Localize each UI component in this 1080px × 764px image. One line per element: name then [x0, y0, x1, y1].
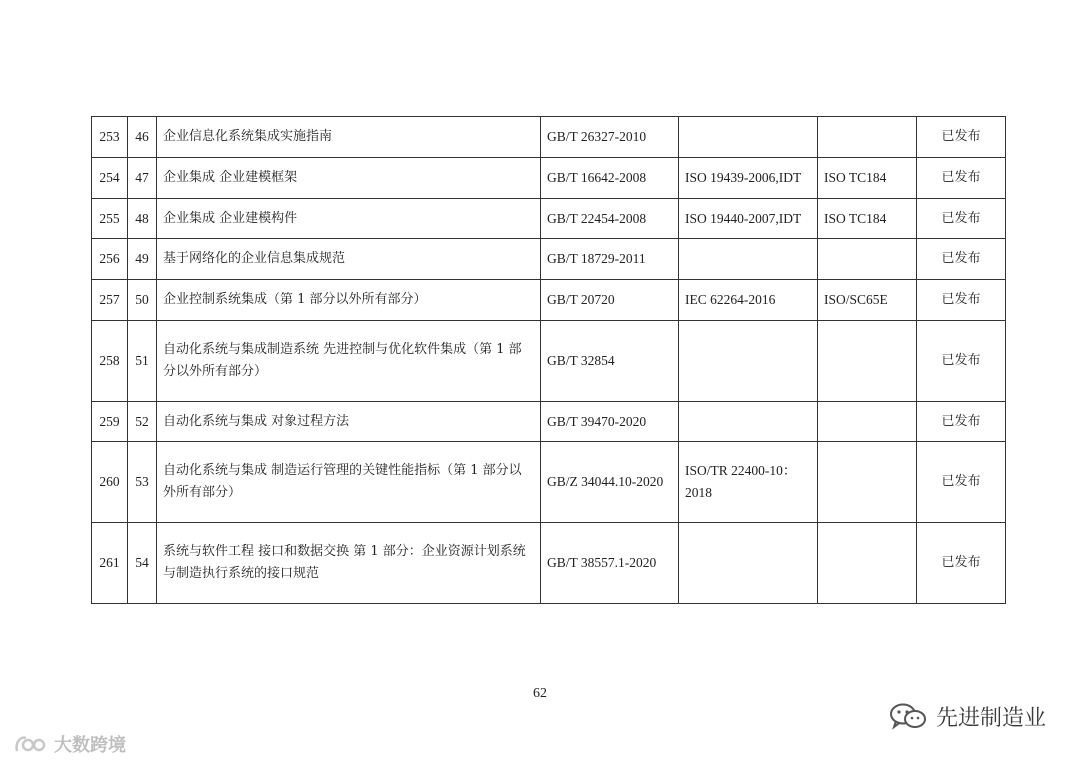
watermark-left-text: 大数跨境	[54, 735, 126, 756]
cell-standard-number: GB/Z 34044.10-2020	[541, 442, 679, 523]
cell-name: 企业信息化系统集成实施指南	[157, 117, 541, 158]
table-row	[92, 523, 1006, 604]
cell-status: 已发布	[917, 523, 1006, 604]
cell-committee	[818, 402, 917, 442]
cell-no: 48	[128, 199, 157, 239]
cell-no: 54	[128, 523, 157, 604]
cell-committee: ISO TC184	[818, 199, 917, 239]
cell-standard-number: GB/T 20720	[541, 280, 679, 321]
cell-name: 自动化系统与集成 制造运行管理的关键性能指标（第 1 部分以外所有部分）	[157, 442, 541, 523]
cell-committee	[818, 523, 917, 604]
brand-logo-icon	[14, 733, 48, 755]
cell-no: 49	[128, 239, 157, 280]
cell-name: 企业集成 企业建模框架	[157, 158, 541, 199]
cell-name: 企业集成 企业建模构件	[157, 199, 541, 239]
watermark-left	[14, 731, 126, 757]
cell-name: 自动化系统与集成 对象过程方法	[157, 402, 541, 442]
cell-seq: 259	[92, 402, 128, 442]
cell-status: 已发布	[917, 280, 1006, 321]
standards-table	[91, 116, 1006, 604]
table-row	[92, 117, 1006, 158]
cell-no: 53	[128, 442, 157, 523]
cell-name: 企业控制系统集成（第 1 部分以外所有部分）	[157, 280, 541, 321]
cell-no: 47	[128, 158, 157, 199]
cell-status: 已发布	[917, 239, 1006, 280]
cell-standard-number: GB/T 18729-2011	[541, 239, 679, 280]
cell-status: 已发布	[917, 158, 1006, 199]
cell-status: 已发布	[917, 402, 1006, 442]
cell-adopted-standard	[679, 321, 818, 402]
cell-no: 52	[128, 402, 157, 442]
cell-committee	[818, 442, 917, 523]
cell-committee: ISO TC184	[818, 158, 917, 199]
page-number: 62	[533, 686, 547, 701]
cell-adopted-standard: ISO/TR 22400-10：2018	[679, 442, 818, 523]
wechat-icon	[888, 701, 928, 731]
cell-status: 已发布	[917, 199, 1006, 239]
cell-name: 自动化系统与集成制造系统 先进控制与优化软件集成（第 1 部分以外所有部分）	[157, 321, 541, 402]
table-row	[92, 280, 1006, 321]
table-row	[92, 158, 1006, 199]
cell-standard-number: GB/T 16642-2008	[541, 158, 679, 199]
cell-seq: 253	[92, 117, 128, 158]
cell-name: 系统与软件工程 接口和数据交换 第 1 部分：企业资源计划系统与制造执行系统的接口规范	[157, 523, 541, 604]
cell-status: 已发布	[917, 442, 1006, 523]
cell-seq: 260	[92, 442, 128, 523]
table-row	[92, 199, 1006, 239]
cell-committee: ISO/SC65E	[818, 280, 917, 321]
cell-standard-number: GB/T 32854	[541, 321, 679, 402]
table-row	[92, 442, 1006, 523]
cell-seq: 258	[92, 321, 128, 402]
cell-standard-number: GB/T 26327-2010	[541, 117, 679, 158]
cell-standard-number: GB/T 39470-2020	[541, 402, 679, 442]
cell-standard-number: GB/T 22454-2008	[541, 199, 679, 239]
cell-status: 已发布	[917, 117, 1006, 158]
watermark-right-text: 先进制造业	[935, 705, 1046, 731]
cell-adopted-standard: ISO 19439-2006,IDT	[679, 158, 818, 199]
cell-no: 51	[128, 321, 157, 402]
cell-adopted-standard	[679, 239, 818, 280]
cell-seq: 257	[92, 280, 128, 321]
table-row	[92, 402, 1006, 442]
cell-committee	[818, 117, 917, 158]
cell-committee	[818, 239, 917, 280]
cell-status: 已发布	[917, 321, 1006, 402]
cell-seq: 261	[92, 523, 128, 604]
cell-adopted-standard: IEC 62264-2016	[679, 280, 818, 321]
cell-no: 46	[128, 117, 157, 158]
watermark-right	[888, 698, 1046, 734]
cell-seq: 256	[92, 239, 128, 280]
cell-name: 基于网络化的企业信息集成规范	[157, 239, 541, 280]
cell-committee	[818, 321, 917, 402]
cell-seq: 254	[92, 158, 128, 199]
cell-no: 50	[128, 280, 157, 321]
cell-adopted-standard: ISO 19440-2007,IDT	[679, 199, 818, 239]
table-row	[92, 321, 1006, 402]
cell-adopted-standard	[679, 402, 818, 442]
cell-standard-number: GB/T 38557.1-2020	[541, 523, 679, 604]
cell-adopted-standard	[679, 523, 818, 604]
table-row	[92, 239, 1006, 280]
cell-adopted-standard	[679, 117, 818, 158]
cell-seq: 255	[92, 199, 128, 239]
